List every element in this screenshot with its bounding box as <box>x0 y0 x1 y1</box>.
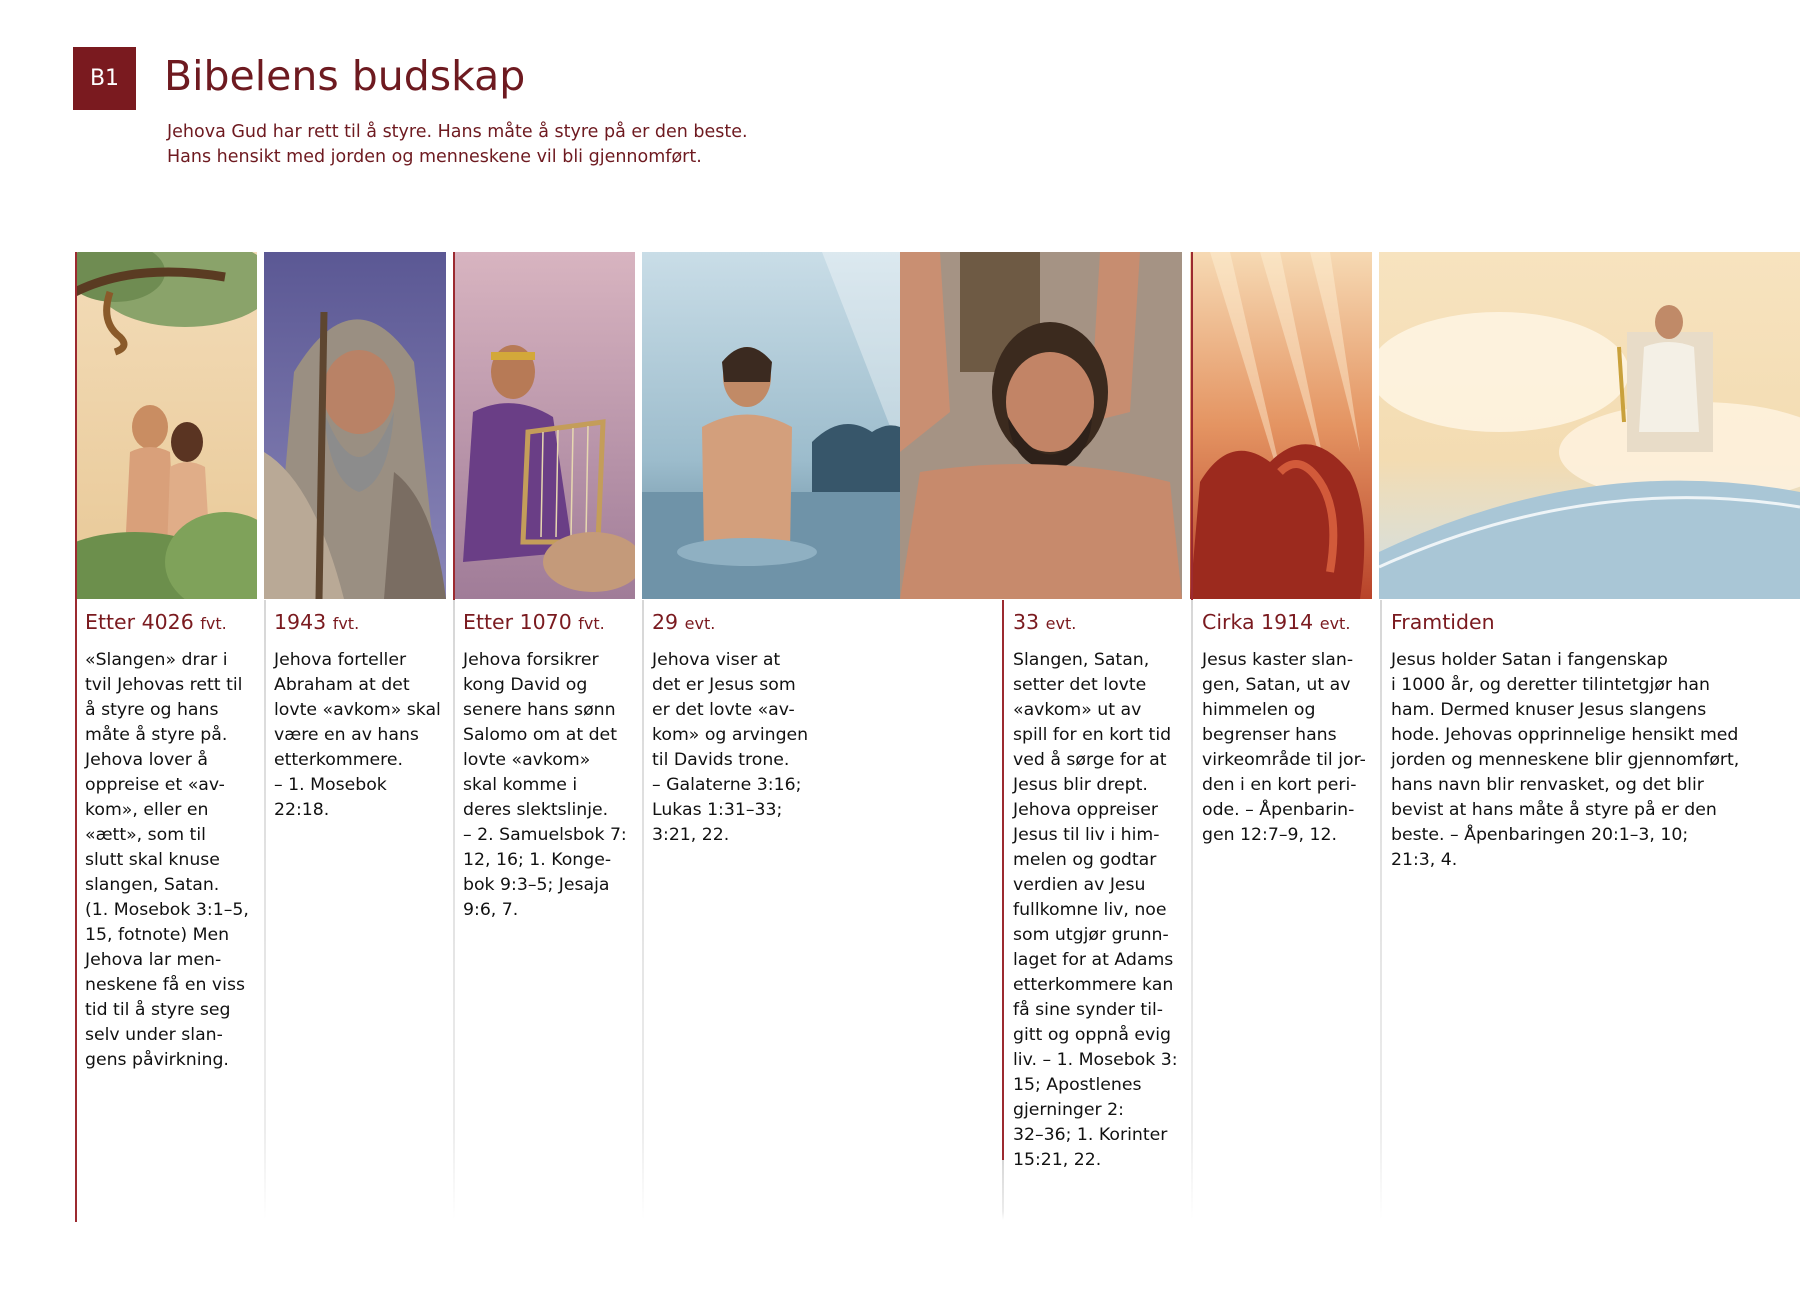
jesus-stake-illustration <box>900 252 1182 599</box>
page-intro <box>167 120 748 170</box>
entry-date: Etter 4026 fvt. <box>85 610 227 634</box>
entry-text: «Slangen» drar i tvil Jehovas rett til å styre og hans måte å styre på. Jehova lover å oppreise et «av- kom», eller en «ætt», som til slutt skal knuse slangen, Satan. (1. Mosebok 3:1–5, 15, fotnote) Men Jehova lar men- neskene få en viss tid til å styre seg selv under slan- gens påvirkning. <box>85 650 249 1070</box>
timeline-entry-abraham <box>274 610 441 823</box>
timeline-entry-baptism <box>652 610 808 848</box>
abraham-illustration <box>264 252 446 599</box>
section-badge-label: B1 <box>89 66 120 91</box>
timeline-divider <box>642 600 644 1220</box>
entry-date: 29 evt. <box>652 610 716 634</box>
timeline-entry-future <box>1391 610 1739 873</box>
timeline-divider <box>264 600 266 1220</box>
intro-line: Jehova Gud har rett til å styre. Hans måte å styre på er den beste. <box>167 122 748 142</box>
timeline-divider <box>1380 600 1382 1220</box>
illustration-strip <box>75 252 1800 599</box>
eden-serpent-illustration <box>75 252 257 599</box>
timeline-divider <box>453 600 455 1220</box>
entry-date: 33 evt. <box>1013 610 1077 634</box>
entry-date: Etter 1070 fvt. <box>463 610 605 634</box>
timeline-entry-david <box>463 610 627 923</box>
timeline-divider <box>453 252 455 600</box>
jesus-enthroned-illustration <box>1379 252 1800 599</box>
timeline-entry-death <box>1013 610 1178 1173</box>
entry-text: Slangen, Satan, setter det lovte «avkom» ut av spill for en kort tid ved å sørge for at Jesus blir drept. Jehova oppreiser Jesus til liv i him- melen og godtar verdien av Jesu fullkomne liv, noe som utgjør grunn- laget for at Adams etterkommere kan få sine synder til- gitt og oppnå evig liv. – 1. Mosebok 3: 15; Apostlenes gjerninger 2: 32–36; 1. Korinter 15:21, 22. <box>1013 650 1178 1170</box>
timeline-divider <box>75 252 77 1222</box>
timeline-entry-1914 <box>1202 610 1366 848</box>
timeline-divider <box>1002 600 1004 1160</box>
intro-line: Hans hensikt med jorden og menneskene vil bli gjennomført. <box>167 147 702 167</box>
page-title: Bibelens budskap <box>164 52 526 100</box>
timeline-divider <box>1191 600 1193 1220</box>
timeline-entry-eden <box>85 610 249 1073</box>
entry-text: Jesus kaster slan- gen, Satan, ut av himmelen og begrenser hans virkeområde til jor- den i en kort peri- ode. – Åpenbarin- gen 12:7–9, 12. <box>1202 650 1366 845</box>
entry-date: Cirka 1914 evt. <box>1202 610 1351 634</box>
timeline-divider <box>1191 252 1193 600</box>
entry-text: Jesus holder Satan i fangenskap i 1000 år, og deretter tilintetgjør han ham. Dermed knuser Jesus slangens hode. Jehovas opprinnelige hensikt med jorden og menneskene blir gjennomført, hans navn blir renvasket, og det blir bevist at hans måte å styre på er den beste. – Åpenbaringen 20:1–3, 10; 21:3, 4. <box>1391 650 1740 870</box>
jesus-baptism-illustration <box>642 252 900 599</box>
section-badge <box>73 47 136 110</box>
entry-text: Jehova forsikrer kong David og senere hans sønn Salomo om at det lovte «avkom» skal komme i deres slektslinje. – 2. Samuelsbok 7: 12, 16; 1. Konge- bok 9:3–5; Jesaja 9:6, 7. <box>463 650 627 920</box>
timeline-divider <box>1002 1160 1004 1220</box>
entry-date: 1943 fvt. <box>274 610 360 634</box>
king-david-harp-illustration <box>453 252 635 599</box>
entry-text: Jehova forteller Abraham at det lovte «avkom» skal være en av hans etterkommere. – 1. Mosebok 22:18. <box>274 650 441 820</box>
entry-date: Framtiden <box>1391 610 1495 634</box>
satan-cast-down-illustration <box>1190 252 1372 599</box>
entry-text: Jehova viser at det er Jesus som er det lovte «av- kom» og arvingen til Davids trone. – Galaterne 3:16; Lukas 1:31–33; 3:21, 22. <box>652 650 809 845</box>
